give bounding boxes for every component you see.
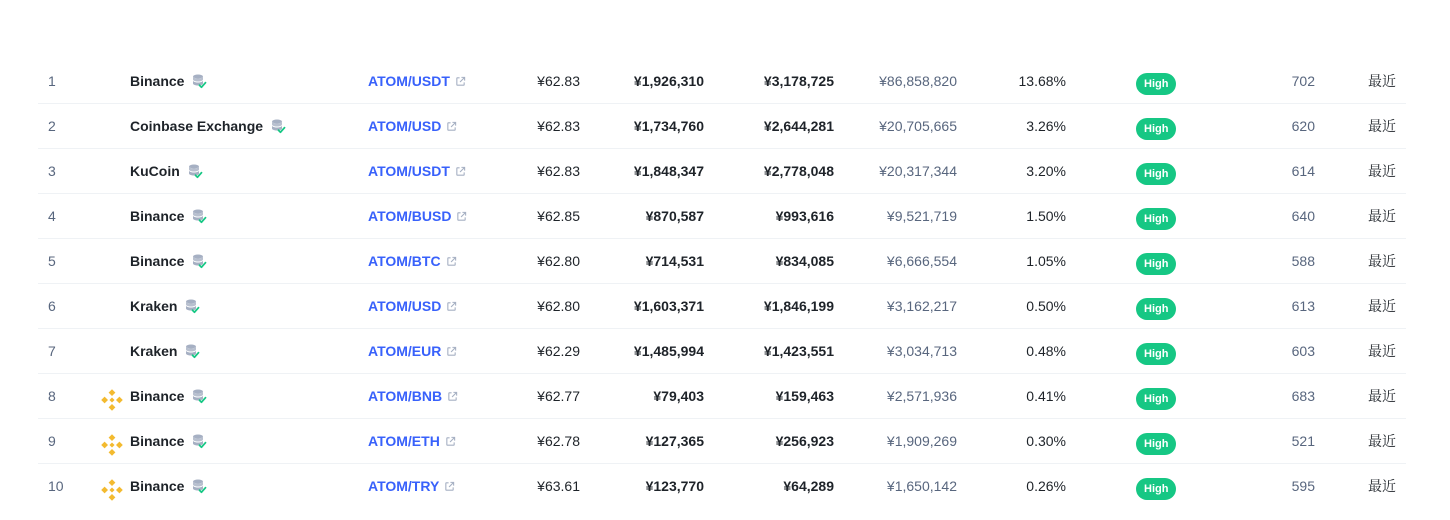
exchange-name: Binance [130,73,185,89]
pair-link[interactable] [368,329,457,374]
verified-stack-icon[interactable] [191,422,207,438]
confidence-cell [1136,161,1176,183]
pair-label: ATOM/BTC [368,253,441,269]
external-link-icon [447,375,458,386]
exchange-name-link[interactable] [130,419,207,464]
verified-stack-icon[interactable] [187,152,203,168]
volume-cell: ¥1,650,142 [886,478,957,494]
volume-share-cell: 1.50% [1026,208,1066,224]
table-row[interactable] [38,239,1406,284]
updated-cell: 最近 [1368,118,1396,134]
exchange-name: Binance [130,433,185,449]
confidence-cell [1136,431,1176,453]
liquidity-score-cell: 588 [1291,253,1315,269]
rank-cell: 5 [48,253,56,269]
markets-table [38,59,1406,509]
pair-link[interactable] [368,464,455,509]
updated-cell: 最近 [1368,163,1396,179]
confidence-cell [1136,116,1176,138]
volume-cell: ¥6,666,554 [886,253,957,269]
volume-share-cell: 0.50% [1026,298,1066,314]
exchange-name-link[interactable] [130,464,207,509]
volume-share-cell: 0.30% [1026,433,1066,449]
liquidity-score-cell: 613 [1291,298,1315,314]
exchange-name-link[interactable] [130,284,200,329]
binance-logo-icon [100,475,124,499]
verified-stack-icon[interactable] [184,332,200,348]
depth-plus-cell: ¥1,848,347 [633,163,704,179]
pair-label: ATOM/TRY [368,478,440,494]
pair-label: ATOM/BNB [368,388,443,404]
price-cell: ¥62.83 [537,163,580,179]
volume-share-cell: 3.20% [1026,163,1066,179]
rank-cell: 10 [48,478,64,494]
volume-cell: ¥20,705,665 [879,118,957,134]
liquidity-score-cell: 640 [1291,208,1315,224]
price-cell: ¥62.83 [537,73,580,89]
rank-cell: 7 [48,343,56,359]
updated-cell: 最近 [1368,343,1396,359]
volume-share-cell: 3.26% [1026,118,1066,134]
pair-label: ATOM/EUR [368,343,442,359]
volume-cell: ¥20,317,344 [879,163,957,179]
table-row[interactable] [38,374,1406,419]
volume-share-cell: 0.48% [1026,343,1066,359]
table-row[interactable] [38,194,1406,239]
pair-label: ATOM/USD [368,118,442,134]
depth-plus-cell: ¥127,365 [645,433,704,449]
confidence-cell [1136,251,1176,273]
volume-share-cell: 0.41% [1026,388,1066,404]
volume-cell: ¥3,034,713 [886,343,957,359]
updated-cell: 最近 [1368,478,1396,494]
exchange-name: Coinbase Exchange [130,118,264,134]
rank-cell: 3 [48,163,56,179]
pair-label: ATOM/USDT [368,73,450,89]
price-cell: ¥62.83 [537,118,580,134]
verified-stack-icon[interactable] [191,242,207,258]
confidence-badge: High [1136,163,1176,185]
updated-cell: 最近 [1368,208,1396,224]
pair-link[interactable] [368,239,457,284]
pair-label: ATOM/ETH [368,433,440,449]
depth-plus-cell: ¥1,926,310 [633,73,704,89]
depth-minus-cell: ¥2,644,281 [763,118,834,134]
exchange-name: Binance [130,253,185,269]
depth-minus-cell: ¥3,178,725 [763,73,834,89]
liquidity-score-cell: 614 [1291,163,1315,179]
confidence-cell [1136,206,1176,228]
exchange-name: Binance [130,478,185,494]
liquidity-score-cell: 595 [1291,478,1315,494]
liquidity-score-cell: 603 [1291,343,1315,359]
confidence-badge: High [1136,298,1176,320]
verified-stack-icon[interactable] [191,467,207,483]
confidence-badge: High [1136,433,1176,455]
exchange-name: KuCoin [130,163,180,179]
depth-plus-cell: ¥1,603,371 [633,298,704,314]
table-row[interactable] [38,59,1406,104]
pair-link[interactable] [368,419,456,464]
volume-share-cell: 13.68% [1018,73,1066,89]
confidence-cell [1136,341,1176,363]
rank-cell: 9 [48,433,56,449]
exchange-name-link[interactable] [130,149,203,194]
confidence-badge: High [1136,73,1176,95]
verified-stack-icon[interactable] [191,197,207,213]
pair-label: ATOM/USDT [368,163,450,179]
confidence-cell [1136,476,1176,498]
confidence-badge: High [1136,253,1176,275]
table-row[interactable] [38,149,1406,194]
table-row[interactable] [38,284,1406,329]
depth-minus-cell: ¥993,616 [775,208,834,224]
depth-plus-cell: ¥714,531 [645,253,704,269]
price-cell: ¥62.80 [537,298,580,314]
exchange-name-link[interactable] [130,194,207,239]
external-link-icon [455,150,466,161]
confidence-badge: High [1136,343,1176,365]
liquidity-score-cell: 620 [1291,118,1315,134]
rank-cell: 4 [48,208,56,224]
external-link-icon [456,195,467,206]
pair-link[interactable] [368,374,458,419]
exchange-name: Binance [130,388,185,404]
verified-stack-icon[interactable] [191,377,207,393]
updated-cell: 最近 [1368,298,1396,314]
exchange-name-link[interactable] [130,329,200,374]
liquidity-score-cell: 521 [1291,433,1315,449]
verified-stack-icon[interactable] [270,107,286,123]
depth-minus-cell: ¥159,463 [775,388,834,404]
binance-logo-icon [100,385,124,409]
external-link-icon [445,420,456,431]
updated-cell: 最近 [1368,73,1396,89]
confidence-badge: High [1136,388,1176,410]
external-link-icon [444,465,455,476]
pair-link[interactable] [368,59,466,104]
confidence-cell [1136,386,1176,408]
pair-link[interactable] [368,104,457,149]
pair-label: ATOM/USD [368,298,442,314]
rank-cell: 2 [48,118,56,134]
external-link-icon [446,240,457,251]
depth-minus-cell: ¥256,923 [775,433,834,449]
confidence-badge: High [1136,478,1176,500]
rank-cell: 6 [48,298,56,314]
liquidity-score-cell: 702 [1291,73,1315,89]
depth-plus-cell: ¥870,587 [645,208,704,224]
verified-stack-icon[interactable] [191,62,207,78]
price-cell: ¥62.85 [537,208,580,224]
exchange-name-link[interactable] [130,374,207,419]
external-link-icon [455,60,466,71]
exchange-name-link[interactable] [130,59,207,104]
volume-cell: ¥3,162,217 [886,298,957,314]
confidence-cell [1136,71,1176,93]
table-row[interactable] [38,464,1406,509]
depth-plus-cell: ¥1,485,994 [633,343,704,359]
external-link-icon [446,105,457,116]
rank-cell: 1 [48,73,56,89]
pair-link[interactable] [368,149,466,194]
updated-cell: 最近 [1368,253,1396,269]
confidence-cell [1136,296,1176,318]
depth-plus-cell: ¥1,734,760 [633,118,704,134]
depth-minus-cell: ¥1,423,551 [763,343,834,359]
verified-stack-icon[interactable] [184,287,200,303]
price-cell: ¥62.77 [537,388,580,404]
volume-cell: ¥1,909,269 [886,433,957,449]
confidence-badge: High [1136,208,1176,230]
updated-cell: 最近 [1368,388,1396,404]
updated-cell: 最近 [1368,433,1396,449]
binance-logo-icon [100,430,124,454]
volume-share-cell: 0.26% [1026,478,1066,494]
exchange-name: Kraken [130,298,178,314]
table-row[interactable] [38,104,1406,149]
liquidity-score-cell: 683 [1291,388,1315,404]
volume-cell: ¥86,858,820 [879,73,957,89]
pair-link[interactable] [368,194,467,239]
volume-share-cell: 1.05% [1026,253,1066,269]
depth-minus-cell: ¥1,846,199 [763,298,834,314]
exchange-name-link[interactable] [130,239,207,284]
table-row[interactable] [38,329,1406,374]
pair-label: ATOM/BUSD [368,208,452,224]
depth-plus-cell: ¥79,403 [653,388,704,404]
price-cell: ¥62.78 [537,433,580,449]
external-link-icon [446,330,457,341]
confidence-badge: High [1136,118,1176,140]
table-row[interactable] [38,419,1406,464]
depth-minus-cell: ¥2,778,048 [763,163,834,179]
price-cell: ¥62.29 [537,343,580,359]
exchange-name: Kraken [130,343,178,359]
volume-cell: ¥2,571,936 [886,388,957,404]
pair-link[interactable] [368,284,457,329]
price-cell: ¥63.61 [537,478,580,494]
rank-cell: 8 [48,388,56,404]
depth-minus-cell: ¥834,085 [775,253,834,269]
volume-cell: ¥9,521,719 [886,208,957,224]
depth-minus-cell: ¥64,289 [783,478,834,494]
depth-plus-cell: ¥123,770 [645,478,704,494]
exchange-name-link[interactable] [130,104,286,149]
external-link-icon [446,285,457,296]
price-cell: ¥62.80 [537,253,580,269]
exchange-name: Binance [130,208,185,224]
